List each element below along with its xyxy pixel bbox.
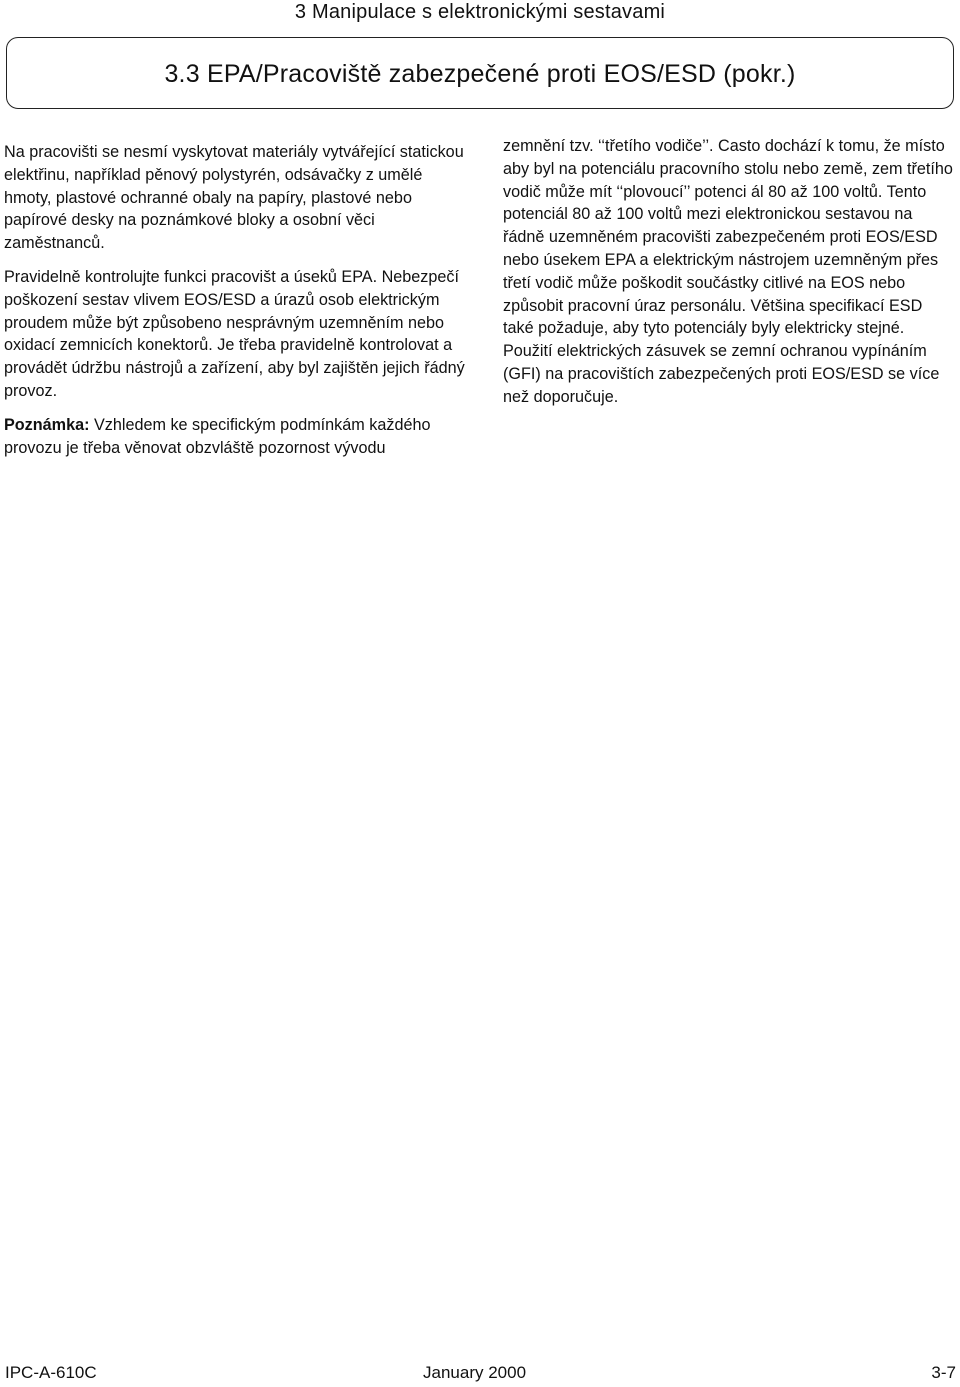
document-date: January 2000 (423, 1363, 527, 1382)
paragraph-inspection: Pravidelně kontrolujte funkci pracovišt a úseků EPA. Nebezpečí poškození sestav vlivem EOS/ESD a úrazů osob elektrickým proudem může být způsobeno nesprávným uzemněním nebo oxidací zemnicích konektorů. Je třeba pravidelně kontrolovat a provádět údržbu nástrojů a zařízení, aby byl zajištěn jejich řádný provoz. (4, 267, 465, 400)
paragraph-grounding: zemnění tzv. ‘‘třetího vodiče’’. Casto dochází k tomu, že místo aby byl na potenciálu pracovního stolu nebo země, zem třetího vodič může mít ‘‘plovoucí’’ potenci ál 80 až 100 voltů. Tento potenciál 80 až 100 voltů mezi elektronickou sestavou na řádně uzemněném pracovišti zabezpečeném proti EOS/ESD nebo úsekem EPA a elektrickým nástrojem uzemněným přes třetí vodič může poškodit součástky citlivé na EOS nebo způsobit pracovní úraz personálu. Většina specifikací ESD také požaduje, aby tyto potenciály byly elektricky stejné. Použití elektrických zásuvek se zemní ochranou vypínáním (GFI) na pracovištích zabezpečených proti EOS/ESD se více než doporučuje. (503, 137, 953, 406)
note-label: Poznámka: (4, 415, 90, 434)
left-column (4, 141, 474, 459)
section-title: 3.3 EPA/Pracoviště zabezpečené proti EOS/ESD (pokr.) (6, 37, 954, 109)
document-id: IPC-A-610C (5, 1363, 97, 1382)
chapter-header: 3 Manipulace s elektronickými sestavami (294, 1, 666, 23)
page-footer (0, 1363, 960, 1387)
note-paragraph (4, 414, 474, 460)
page-number: 3-7 (931, 1363, 956, 1382)
note-text: Vzhledem ke specifickým podmínkám každého provozu je třeba věnovat obzvláště pozornost vývodu (4, 415, 431, 457)
right-column (503, 135, 955, 409)
paragraph-materials: Na pracovišti se nesmí vyskytovat materiály vytvářející statickou elektřinu, například pěnový polystyrén, odsávačky z umělé hmoty, plastové ochranné obaly na papíry, plastové nebo papírové desky na poznámkové bloky a osobní věci zaměstnanců. (4, 143, 464, 253)
